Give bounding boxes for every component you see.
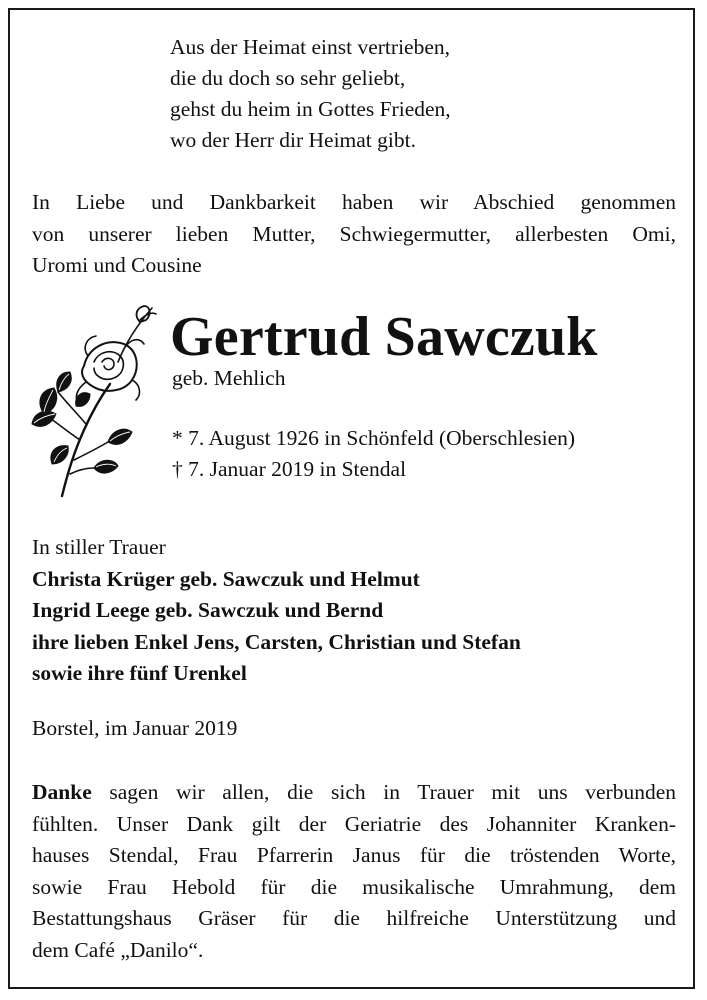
thanks-line-rest: sagen wir allen, die sich in Trauer mit uns verbunden — [91, 780, 676, 804]
mourner-line: Ingrid Leege geb. Sawczuk und Bernd — [32, 598, 384, 622]
intro-line: In Liebe und Dankbarkeit haben wir Abschied genommen — [32, 190, 676, 214]
death-date: † 7. Januar 2019 in Stendal — [172, 457, 407, 481]
deceased-name: Gertrud Sawczuk — [170, 306, 598, 368]
mourners-heading: In stiller Trauer — [32, 535, 166, 559]
thanks-lead: Danke — [32, 780, 92, 804]
poem-line: die du doch so sehr geliebt, — [170, 66, 406, 90]
mourner-line: ihre lieben Enkel Jens, Carsten, Christian und Stefan — [32, 629, 521, 654]
intro-text — [32, 187, 676, 282]
poem-line: Aus der Heimat einst vertrieben, — [170, 35, 451, 59]
poem-line: gehst du heim in Gottes Frieden, — [170, 97, 451, 121]
mourner-line: Christa Krüger geb. Sawczuk und Helmut — [32, 566, 420, 591]
intro-line: Uromi und Cousine — [32, 253, 202, 277]
thanks-last-line: dem Café „Danilo“. — [32, 937, 204, 962]
thanks-line: hauses Stendal, Frau Pfarrerin Janus für die tröstenden Worte, — [32, 843, 676, 868]
poem-line: wo der Herr dir Heimat gibt. — [170, 128, 416, 152]
birth-date: * 7. August 1926 in Schönfeld (Oberschlesien) — [172, 426, 576, 450]
thanks-line: Bestattungshaus Gräser für die hilfreiche Unterstützung und — [32, 906, 676, 931]
mourners-block — [32, 532, 521, 690]
thanks-line: sowie Frau Hebold für die musikalische Umrahmung, dem — [32, 874, 676, 899]
life-dates — [172, 423, 575, 485]
rose-icon — [28, 302, 160, 500]
thanks-paragraph — [32, 777, 676, 967]
mourner-line: sowie ihre fünf Urenkel — [32, 661, 247, 685]
intro-line: von unserer lieben Mutter, Schwiegermutter, allerbesten Omi, — [32, 221, 676, 246]
maiden-name: geb. Mehlich — [172, 366, 286, 390]
thanks-line — [32, 777, 676, 809]
place-date: Borstel, im Januar 2019 — [32, 716, 238, 740]
memorial-poem — [170, 32, 451, 156]
thanks-line: fühlten. Unser Dank gilt der Geriatrie des Johanniter Kranken- — [32, 811, 676, 836]
